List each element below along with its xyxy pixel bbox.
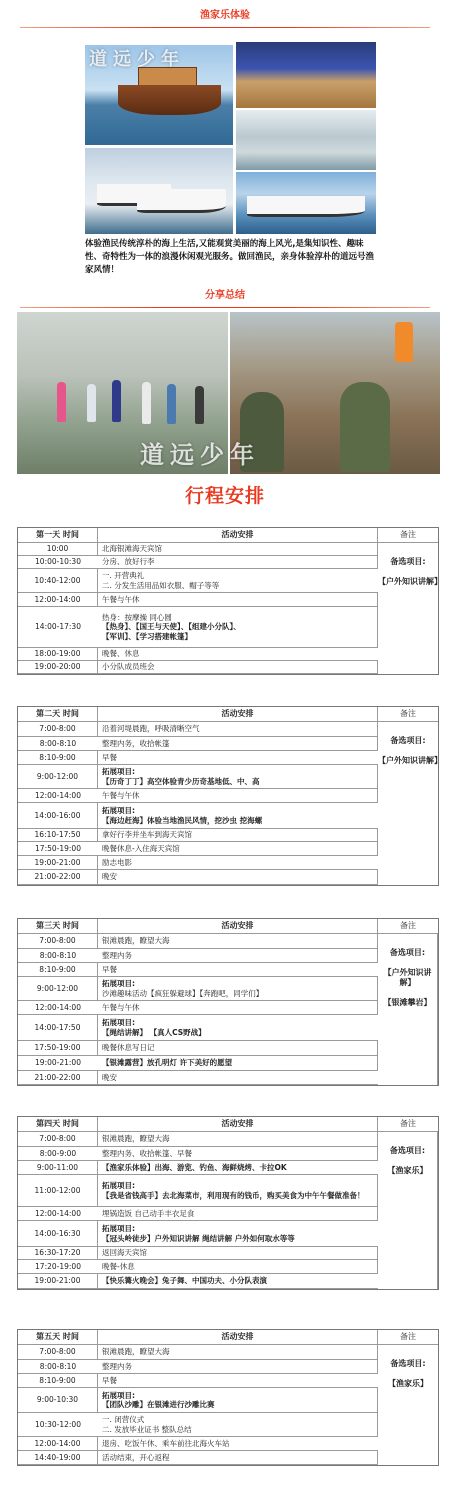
time-cell: 19:00-21:00 <box>18 1056 98 1071</box>
photo-boat-deck <box>236 110 376 170</box>
activity-line: 励志电影 <box>102 857 132 867</box>
activity-line: 拓展项目: <box>102 979 135 989</box>
photo-wooden-boat <box>85 45 233 145</box>
note-line: 【户外知识讲解】 <box>383 968 432 987</box>
activity-cell <box>98 556 378 569</box>
time-cell: 19:00-21:00 <box>18 1274 98 1289</box>
note-header: 备注 <box>378 1330 438 1345</box>
activity-line: 午餐与午休 <box>102 790 140 800</box>
activity-cell <box>98 1175 378 1207</box>
time-cell: 7:00-8:00 <box>18 1345 98 1360</box>
section-divider <box>20 27 430 28</box>
note-line: 【渔家乐】 <box>387 1166 428 1175</box>
note-cell <box>378 543 442 674</box>
day-time-header: 第四天 时间 <box>18 1117 98 1132</box>
activity-line: 热身：按摩操 同心圆 <box>102 612 172 622</box>
activity-line: 晚餐-休息 <box>102 1261 135 1271</box>
activity-cell <box>98 1247 378 1260</box>
time-cell: 8:00-8:10 <box>18 949 98 963</box>
time-cell: 17:50-19:00 <box>18 1041 98 1056</box>
time-cell: 21:00-22:00 <box>18 1071 98 1085</box>
note-header: 备注 <box>378 528 438 543</box>
activity-cell <box>98 963 378 977</box>
activity-cell <box>98 1451 378 1465</box>
note-cell <box>378 722 442 885</box>
activity-header: 活动安排 <box>98 528 378 543</box>
time-cell: 10:00 <box>18 543 98 556</box>
note-header: 备注 <box>378 919 438 934</box>
time-cell: 7:00-8:00 <box>18 722 98 737</box>
activity-line: 返回海天宾馆 <box>102 1248 147 1258</box>
person-figure <box>142 382 151 424</box>
itinerary-title: 行程安排 <box>184 485 265 507</box>
activity-line: 银滩晨跑，瞭望大海 <box>102 1347 170 1357</box>
day-table <box>17 706 442 886</box>
time-cell: 19:00-21:00 <box>18 856 98 870</box>
time-cell: 7:00-8:00 <box>18 1132 98 1147</box>
day-time-header: 第一天 时间 <box>18 528 98 543</box>
person-figure <box>112 380 121 422</box>
activity-line: 拓展项目: <box>102 1018 135 1028</box>
activity-cell <box>98 1015 378 1041</box>
watermark-text: 道远少年 <box>89 49 185 70</box>
time-cell: 12:00-14:00 <box>18 1001 98 1015</box>
activity-cell <box>98 1132 378 1147</box>
time-cell: 14:00-17:30 <box>18 607 98 648</box>
day-time-header: 第二天 时间 <box>18 707 98 722</box>
activity-line: 活动结束，开心返程 <box>102 1452 170 1462</box>
activity-line: 【海边赶海】体验当地渔民风情，挖沙虫 挖海螺 <box>102 815 263 825</box>
section-header-share <box>20 290 430 308</box>
activity-line: 二. 发放毕业证书 整队总结 <box>102 1424 192 1434</box>
watermark-text: 道远少年 <box>140 440 260 469</box>
section-header-fishing <box>20 10 430 28</box>
activity-cell <box>98 1207 378 1221</box>
activity-line: 一. 开营典礼 <box>102 571 145 581</box>
photo-boat-interior <box>236 42 376 108</box>
activity-line: 沿着河堤晨跑，呼吸清晰空气 <box>102 724 200 734</box>
ferry-hull <box>247 196 365 217</box>
time-cell: 10:30-12:00 <box>18 1413 98 1437</box>
section-divider <box>20 307 430 308</box>
activity-line: 【我是省钱高手】去北海菜市，利用现有的钱币，购买美食为中午午餐做准备！ <box>102 1190 365 1200</box>
activity-cell <box>98 722 378 737</box>
time-cell: 8:10-9:00 <box>18 1374 98 1388</box>
time-cell: 19:00-20:00 <box>18 661 98 674</box>
activity-line: 拿好行李并坐车到海天宾馆 <box>102 830 192 840</box>
day-time-header: 第五天 时间 <box>18 1330 98 1345</box>
activity-cell <box>98 1360 378 1374</box>
activity-line: 【军训】、【学习搭建帐篷】 <box>102 631 192 641</box>
note-header: 备注 <box>378 707 438 722</box>
activity-cell <box>98 789 378 803</box>
time-cell: 14:40-19:00 <box>18 1451 98 1465</box>
note-cell <box>378 1345 438 1465</box>
activity-line: 【银滩露营】放孔明灯 许下美好的愿望 <box>102 1058 233 1068</box>
note-line: 备选项目: <box>389 948 426 957</box>
time-cell: 12:00-14:00 <box>18 1207 98 1221</box>
activity-cell <box>98 569 378 593</box>
time-cell: 9:00-11:00 <box>18 1161 98 1175</box>
person-figure <box>395 322 413 362</box>
time-cell: 8:10-9:00 <box>18 963 98 977</box>
time-cell: 9:00-12:00 <box>18 765 98 789</box>
time-cell: 8:00-9:00 <box>18 1147 98 1161</box>
photo-ferry <box>236 172 376 234</box>
activity-cell <box>98 934 378 949</box>
activity-cell <box>98 765 378 789</box>
activity-line: 晚安 <box>102 872 117 882</box>
activity-cell <box>98 1413 378 1437</box>
note-line: 【户外知识讲解】 <box>378 756 442 765</box>
activity-line: 退房、吃饭午休、乘车前往北海火车站 <box>102 1438 230 1448</box>
activity-cell <box>98 543 378 556</box>
time-cell: 11:00-12:00 <box>18 1175 98 1207</box>
activity-line: 【冠头岭徒步】户外知识讲解 绳结讲解 户外如何取水等等 <box>102 1233 295 1243</box>
activity-cell <box>98 1041 378 1056</box>
activity-line: 一. 闭营仪式 <box>102 1415 145 1425</box>
activity-cell <box>98 1221 378 1247</box>
activity-line: 拓展项目: <box>102 767 135 777</box>
activity-line: 【快乐篝火晚会】兔子舞、中国功夫、小分队表演 <box>102 1276 267 1286</box>
activity-line: 【历奇丁丁】高空体验青少历奇基地低、中、高 <box>102 776 260 786</box>
activity-line: 早餐 <box>102 964 117 974</box>
activity-cell <box>98 648 378 661</box>
activity-cell <box>98 1161 378 1175</box>
time-cell: 9:00-10:30 <box>18 1388 98 1413</box>
day-table <box>17 1329 439 1466</box>
time-cell: 17:20-19:00 <box>18 1260 98 1274</box>
activity-cell <box>98 737 378 751</box>
activity-line: 银滩晨跑，瞭望大海 <box>102 1134 170 1144</box>
activity-line: 拓展项目: <box>102 1181 135 1191</box>
activity-cell <box>98 1147 378 1161</box>
activity-cell <box>98 593 378 607</box>
time-cell: 8:00-8:10 <box>18 737 98 751</box>
section-title: 分享总结 <box>205 290 245 301</box>
time-cell: 21:00-22:00 <box>18 870 98 885</box>
activity-cell <box>98 1437 378 1451</box>
section-title: 渔家乐体验 <box>200 10 250 21</box>
activity-cell <box>98 1260 378 1274</box>
activity-cell <box>98 1374 378 1388</box>
activity-header: 活动安排 <box>98 1330 378 1345</box>
time-cell: 12:00-14:00 <box>18 789 98 803</box>
activity-cell <box>98 1001 378 1015</box>
time-cell: 18:00-19:00 <box>18 648 98 661</box>
time-cell: 10:40-12:00 <box>18 569 98 593</box>
time-cell: 14:00-16:30 <box>18 1221 98 1247</box>
day-time-header: 第三天 时间 <box>18 919 98 934</box>
time-cell: 17:50-19:00 <box>18 842 98 856</box>
photo-yachts <box>85 148 233 234</box>
activity-line: 【绳结讲解】 【真人CS野战】 <box>102 1027 206 1037</box>
activity-cell <box>98 1345 378 1360</box>
activity-line: 【团队沙雕】在银滩进行沙雕比赛 <box>102 1400 215 1409</box>
note-line: 【银滩攀岩】 <box>383 998 432 1007</box>
time-cell: 12:00-14:00 <box>18 593 98 607</box>
activity-line: 小分队成员班会 <box>102 662 155 672</box>
activity-line: 北海银滩海天宾馆 <box>102 544 162 554</box>
activity-line: 【热身】、【国王与天使】、【组建小分队】、 <box>102 622 241 632</box>
note-line: 备选项目: <box>390 557 426 566</box>
person-figure <box>167 384 176 424</box>
activity-cell <box>98 751 378 765</box>
time-cell: 8:10-9:00 <box>18 751 98 765</box>
person-figure <box>195 386 204 424</box>
time-cell: 9:00-12:00 <box>18 977 98 1001</box>
time-cell: 8:00-8:10 <box>18 1360 98 1374</box>
activity-cell <box>98 607 378 648</box>
boat-hull <box>118 85 222 115</box>
yacht-hull-right <box>137 189 226 213</box>
activity-line: 【渔家乐体验】出海、游览、钓鱼、海鲜烧烤、卡拉OK <box>102 1162 287 1172</box>
person-figure <box>340 382 390 472</box>
activity-line: 拓展项目: <box>102 1224 135 1234</box>
day-table <box>17 918 439 1086</box>
note-header: 备注 <box>378 1117 438 1132</box>
activity-cell <box>98 1056 378 1071</box>
activity-cell <box>98 870 378 885</box>
fishing-intro-text: 体验渔民传统淳朴的海上生活,又能观赏美丽的海上风光,是集知识性、趣味性、奇特性为一体的浪漫休闲观光服务。做回渔民，亲身体验淳朴的道远号渔家风情！ <box>85 239 375 275</box>
activity-line: 早餐 <box>102 752 117 762</box>
activity-cell <box>98 1274 378 1289</box>
activity-cell <box>98 803 378 829</box>
activity-line: 晚餐、休息 <box>102 649 140 659</box>
note-cell <box>378 1132 438 1289</box>
activity-line: 午餐与午休 <box>102 1002 140 1012</box>
time-cell: 7:00-8:00 <box>18 934 98 949</box>
time-cell: 12:00-14:00 <box>18 1437 98 1451</box>
activity-cell <box>98 977 378 1001</box>
activity-line: 整理内务、收拾帐篷、早餐 <box>102 1148 192 1158</box>
activity-line: 晚餐休息写日记 <box>102 1043 155 1053</box>
time-cell: 10:00-10:30 <box>18 556 98 569</box>
activity-line: 二. 分发生活用品如衣服、帽子等等 <box>102 580 220 590</box>
activity-line: 分房、放好行李 <box>102 557 155 567</box>
note-line: 【渔家乐】 <box>388 1379 428 1388</box>
person-figure <box>57 382 66 422</box>
activity-line: 沙滩趣味活动【疯狂躲避球】【奔跑吧，同学们】 <box>102 988 264 998</box>
activity-cell <box>98 829 378 842</box>
day-table <box>17 527 442 675</box>
activity-line: 整理内务 <box>102 950 132 960</box>
note-line: 备选项目: <box>390 736 426 745</box>
activity-cell <box>98 949 378 963</box>
photo-sharing-classroom <box>230 312 440 474</box>
note-line: 备选项目: <box>389 1146 426 1155</box>
activity-line: 银滩晨跑，瞭望大海 <box>102 936 170 946</box>
activity-cell <box>98 661 378 674</box>
activity-header: 活动安排 <box>98 1117 378 1132</box>
note-line: 备选项目: <box>390 1359 426 1368</box>
note-cell <box>378 934 438 1085</box>
time-cell: 14:00-16:00 <box>18 803 98 829</box>
activity-header: 活动安排 <box>98 707 378 722</box>
activity-cell <box>98 1071 378 1085</box>
activity-line: 埋锅造饭 自己动手丰衣足食 <box>102 1208 195 1218</box>
day-table <box>17 1116 439 1290</box>
activity-line: 早餐 <box>102 1375 117 1385</box>
note-line: 【户外知识讲解】 <box>378 577 442 586</box>
activity-line: 拓展项目: <box>102 806 135 816</box>
activity-header: 活动安排 <box>98 919 378 934</box>
activity-line: 拓展项目: <box>102 1390 135 1400</box>
time-cell: 16:10-17:50 <box>18 829 98 842</box>
activity-cell <box>98 1388 378 1413</box>
person-figure <box>87 384 96 422</box>
activity-line: 晚餐休息-入住海天宾馆 <box>102 843 180 853</box>
activity-line: 整理内务，收拾帐篷 <box>102 738 170 748</box>
activity-line: 晚安 <box>102 1072 117 1082</box>
time-cell: 14:00-17:50 <box>18 1015 98 1041</box>
time-cell: 16:30-17:20 <box>18 1247 98 1260</box>
activity-cell <box>98 842 378 856</box>
activity-line: 整理内务 <box>102 1361 132 1371</box>
activity-line: 午餐与午休 <box>102 594 140 604</box>
activity-cell <box>98 856 378 870</box>
